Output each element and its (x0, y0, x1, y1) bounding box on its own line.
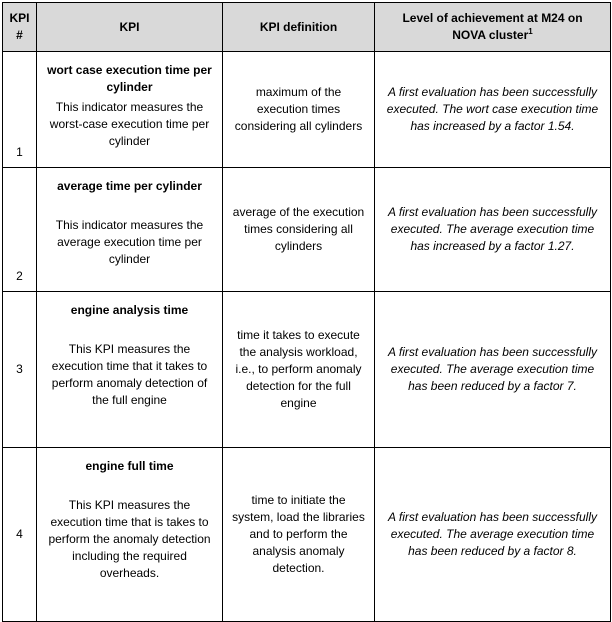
kpi-definition: time it takes to execute the analysis workload, i.e., to perform anomaly detection for the full engine (223, 292, 375, 448)
level-of-achievement: A first evaluation has been successfully executed. The average execution time has been reduced by a factor 7. (375, 292, 611, 448)
header-row (3, 3, 611, 52)
kpi-name: engine full time (85, 459, 174, 473)
footnote-marker: 1 (528, 27, 533, 36)
header-level-text: Level of achievement at M24 on NOVA cluster (402, 11, 583, 42)
level-of-achievement: A first evaluation has been successfully executed. The average execution time has been reduced by a factor 8. (375, 448, 611, 622)
kpi-name: average time per cylinder (57, 179, 202, 193)
kpi-definition: average of the execution times considering all cylinders (223, 168, 375, 292)
kpi-definition: time to initiate the system, load the libraries and to perform the analysis anomaly detection. (223, 448, 375, 622)
table-row (3, 292, 611, 448)
level-of-achievement: A first evaluation has been successfully executed. The wort case execution time has increased by a factor 1.54. (375, 52, 611, 168)
kpi-definition: maximum of the execution times considering all cylinders (223, 52, 375, 168)
kpi-description: This KPI measures the execution time that it takes to perform anomaly detection of the full engine (51, 342, 208, 407)
kpi-name: wort case execution time per cylinder (47, 63, 212, 94)
kpi-cell (37, 52, 223, 168)
kpi-number: 3 (3, 292, 37, 448)
table-header (3, 3, 611, 52)
kpi-description: This indicator measures the worst-case execution time per cylinder (49, 100, 210, 148)
kpi-table (2, 2, 611, 622)
kpi-description: This KPI measures the execution time that is takes to perform the anomaly detection including the required overheads. (48, 498, 211, 580)
header-kpi-definition: KPI definition (223, 3, 375, 52)
kpi-name: engine analysis time (70, 303, 189, 317)
level-of-achievement: A first evaluation has been successfully executed. The average execution time has increased by a factor 1.27. (375, 168, 611, 292)
kpi-cell (37, 168, 223, 292)
table-row (3, 448, 611, 622)
kpi-number: 4 (3, 448, 37, 622)
kpi-cell (37, 292, 223, 448)
table-row (3, 52, 611, 168)
header-kpi-number: KPI # (3, 3, 37, 52)
kpi-cell (37, 448, 223, 622)
header-kpi: KPI (37, 3, 223, 52)
header-level-of-achievement (375, 3, 611, 52)
table-body (3, 52, 611, 622)
kpi-number: 2 (3, 168, 37, 292)
kpi-number: 1 (3, 52, 37, 168)
table-row (3, 168, 611, 292)
kpi-description: This indicator measures the average execution time per cylinder (55, 218, 204, 266)
